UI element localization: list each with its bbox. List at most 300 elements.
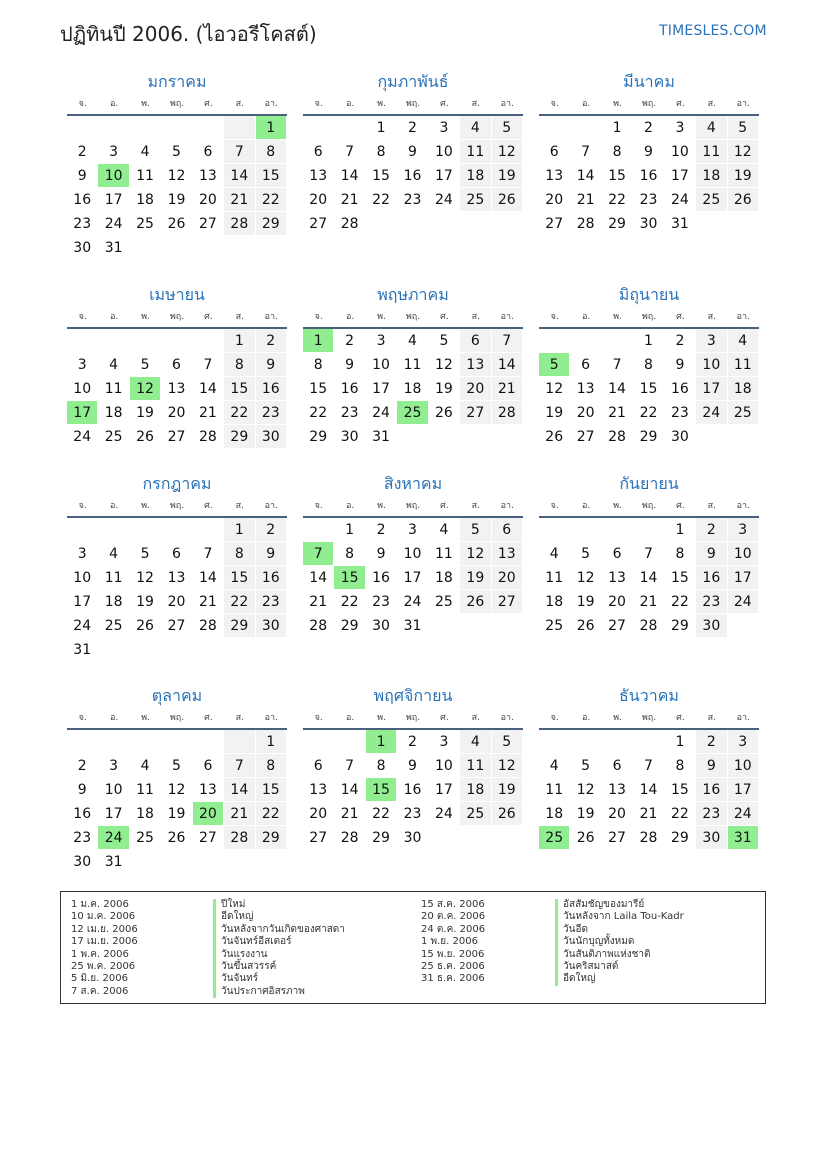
- day-cell: 2: [67, 754, 98, 778]
- day-cell: 4: [460, 730, 491, 754]
- day-cell: 19: [492, 164, 523, 188]
- day-cell: 17: [665, 164, 696, 188]
- day-cell: 13: [161, 377, 192, 401]
- day-cell: 12: [570, 566, 601, 590]
- weekday-label: ศ.: [676, 713, 685, 723]
- weekday-label: พฤ.: [641, 501, 657, 511]
- weekday-label: ส.: [471, 99, 480, 109]
- day-cell: 30: [256, 614, 287, 638]
- day-cell: 5: [161, 754, 192, 778]
- day-cell: 28: [633, 826, 664, 850]
- day-cell: 8: [334, 542, 365, 566]
- day-cell: 3: [98, 140, 129, 164]
- empty-cell: [633, 518, 664, 542]
- holiday-date: 12 เม.ย. 2006: [71, 923, 138, 935]
- day-cell: 8: [633, 353, 664, 377]
- day-cell: 7: [602, 353, 633, 377]
- day-cell: 13: [161, 566, 192, 590]
- day-cell: 28: [303, 614, 334, 638]
- day-cell: 25: [397, 401, 428, 425]
- day-cell: 12: [161, 778, 192, 802]
- weekday-label: อา.: [736, 501, 750, 511]
- empty-cell: [460, 826, 491, 850]
- day-cell: 23: [696, 802, 727, 826]
- day-cell: 14: [492, 353, 523, 377]
- weekday-label: อา.: [736, 99, 750, 109]
- weekday-label: อา.: [500, 713, 514, 723]
- holiday-name: วันนักบุญทั้งหมด: [555, 936, 684, 948]
- day-cell: 6: [460, 329, 491, 353]
- weekday-header: [303, 708, 523, 730]
- day-grid: [67, 116, 287, 260]
- day-cell: 19: [130, 590, 161, 614]
- weekday-label: จ.: [314, 501, 323, 511]
- holiday-date: 20 ต.ค. 2006: [421, 911, 486, 923]
- day-cell: 4: [98, 353, 129, 377]
- day-cell: 8: [366, 754, 397, 778]
- day-cell: 17: [728, 778, 759, 802]
- weekday-label: อ.: [109, 312, 119, 322]
- month-name: ธันวาคม: [619, 686, 679, 705]
- weekday-label: อา.: [264, 99, 278, 109]
- day-cell: 19: [539, 401, 570, 425]
- weekday-label: พฤ.: [169, 99, 185, 109]
- empty-cell: [366, 212, 397, 236]
- empty-cell: [98, 518, 129, 542]
- weekday-label: พฤ.: [405, 99, 421, 109]
- empty-cell: [728, 425, 759, 449]
- day-cell: 4: [130, 754, 161, 778]
- day-cell: 14: [303, 566, 334, 590]
- empty-cell: [460, 212, 491, 236]
- day-cell: 24: [98, 826, 129, 850]
- day-cell: 13: [539, 164, 570, 188]
- day-cell: 2: [366, 518, 397, 542]
- weekday-label: อ.: [581, 713, 591, 723]
- holiday-date: 5 มิ.ย. 2006: [71, 973, 128, 985]
- day-cell: 26: [130, 614, 161, 638]
- day-cell: 2: [334, 329, 365, 353]
- day-cell: 10: [98, 778, 129, 802]
- day-cell: 21: [224, 802, 255, 826]
- day-cell: 26: [429, 401, 460, 425]
- day-cell: 15: [224, 377, 255, 401]
- weekday-label: ส.: [707, 312, 716, 322]
- day-cell: 10: [696, 353, 727, 377]
- day-cell: 7: [224, 140, 255, 164]
- day-cell: 25: [98, 425, 129, 449]
- day-cell: 12: [130, 377, 161, 401]
- empty-cell: [193, 116, 224, 140]
- empty-cell: [460, 425, 491, 449]
- day-cell: 14: [224, 778, 255, 802]
- day-cell: 2: [397, 730, 428, 754]
- day-cell: 20: [303, 188, 334, 212]
- empty-cell: [161, 116, 192, 140]
- day-cell: 14: [224, 164, 255, 188]
- month-name: กันยายน: [619, 474, 679, 493]
- day-cell: 9: [256, 353, 287, 377]
- day-grid: [539, 518, 759, 638]
- day-cell: 30: [67, 236, 98, 260]
- month-calendar: [303, 472, 523, 638]
- day-cell: 29: [256, 826, 287, 850]
- day-cell: 3: [98, 754, 129, 778]
- weekday-label: พฤ.: [405, 312, 421, 322]
- day-cell: 24: [696, 401, 727, 425]
- day-cell: 22: [633, 401, 664, 425]
- day-cell: 14: [193, 377, 224, 401]
- month-name: กรกฎาคม: [142, 474, 212, 493]
- empty-cell: [67, 730, 98, 754]
- day-cell: 4: [429, 518, 460, 542]
- day-cell: 9: [397, 140, 428, 164]
- day-cell: 20: [460, 377, 491, 401]
- day-cell: 25: [539, 614, 570, 638]
- day-cell: 2: [665, 329, 696, 353]
- day-cell: 8: [256, 754, 287, 778]
- day-cell: 28: [602, 425, 633, 449]
- day-cell: 4: [728, 329, 759, 353]
- day-cell: 25: [460, 188, 491, 212]
- empty-cell: [98, 730, 129, 754]
- day-cell: 27: [539, 212, 570, 236]
- day-cell: 6: [602, 542, 633, 566]
- empty-cell: [602, 329, 633, 353]
- month-calendar: [67, 684, 287, 874]
- day-cell: 9: [256, 542, 287, 566]
- day-cell: 11: [130, 164, 161, 188]
- day-cell: 20: [193, 188, 224, 212]
- day-cell: 19: [130, 401, 161, 425]
- day-cell: 29: [633, 425, 664, 449]
- day-cell: 1: [303, 329, 334, 353]
- day-cell: 17: [696, 377, 727, 401]
- day-cell: 21: [633, 590, 664, 614]
- day-cell: 9: [696, 542, 727, 566]
- day-cell: 19: [570, 802, 601, 826]
- day-cell: 1: [366, 116, 397, 140]
- weekday-label: พ.: [377, 312, 386, 322]
- weekday-label: จ.: [550, 99, 559, 109]
- day-cell: 14: [633, 566, 664, 590]
- empty-cell: [193, 850, 224, 874]
- day-cell: 24: [728, 802, 759, 826]
- weekday-label: ศ.: [676, 501, 685, 511]
- day-cell: 23: [397, 188, 428, 212]
- empty-cell: [193, 518, 224, 542]
- day-cell: 19: [492, 778, 523, 802]
- day-cell: 2: [696, 730, 727, 754]
- day-cell: 7: [193, 353, 224, 377]
- empty-cell: [161, 518, 192, 542]
- day-cell: 11: [696, 140, 727, 164]
- day-grid: [303, 518, 523, 638]
- day-cell: 31: [366, 425, 397, 449]
- day-cell: 9: [397, 754, 428, 778]
- brand-link[interactable]: TIMESLES.COM: [659, 23, 767, 39]
- empty-cell: [224, 638, 255, 662]
- weekday-label: ศ.: [204, 99, 213, 109]
- day-cell: 7: [224, 754, 255, 778]
- weekday-label: จ.: [314, 312, 323, 322]
- empty-cell: [460, 614, 491, 638]
- day-cell: 27: [193, 212, 224, 236]
- day-cell: 13: [602, 778, 633, 802]
- day-cell: 1: [366, 730, 397, 754]
- day-cell: 30: [397, 826, 428, 850]
- day-cell: 10: [665, 140, 696, 164]
- weekday-header: [539, 496, 759, 518]
- weekday-label: พฤ.: [405, 713, 421, 723]
- day-cell: 16: [366, 566, 397, 590]
- weekday-label: จ.: [78, 713, 87, 723]
- day-cell: 24: [429, 188, 460, 212]
- day-cell: 14: [334, 164, 365, 188]
- day-cell: 10: [98, 164, 129, 188]
- weekday-label: พ.: [613, 312, 622, 322]
- holiday-name: วันหลังจาก Laila Tou-Kadr: [555, 911, 684, 923]
- weekday-label: ส.: [707, 713, 716, 723]
- day-cell: 8: [256, 140, 287, 164]
- day-cell: 27: [492, 590, 523, 614]
- day-cell: 20: [193, 802, 224, 826]
- empty-cell: [98, 116, 129, 140]
- day-cell: 1: [256, 116, 287, 140]
- day-cell: 22: [665, 802, 696, 826]
- holiday-date: 31 ธ.ค. 2006: [421, 973, 485, 985]
- day-cell: 18: [728, 377, 759, 401]
- day-cell: 26: [539, 425, 570, 449]
- day-cell: 13: [602, 566, 633, 590]
- day-cell: 30: [696, 614, 727, 638]
- day-cell: 3: [429, 116, 460, 140]
- day-cell: 5: [460, 518, 491, 542]
- day-cell: 18: [98, 401, 129, 425]
- weekday-label: พ.: [141, 713, 150, 723]
- day-cell: 18: [130, 188, 161, 212]
- day-cell: 11: [429, 542, 460, 566]
- weekday-label: พ.: [377, 99, 386, 109]
- day-cell: 3: [728, 730, 759, 754]
- month-name: พฤษภาคม: [377, 285, 449, 304]
- day-cell: 4: [98, 542, 129, 566]
- day-cell: 22: [366, 802, 397, 826]
- day-cell: 5: [130, 353, 161, 377]
- holiday-name: วันขึ้นสวรรค์: [213, 961, 345, 973]
- weekday-label: อ.: [581, 312, 591, 322]
- day-cell: 23: [67, 826, 98, 850]
- legend-names-col-2: [555, 899, 684, 986]
- day-cell: 6: [602, 754, 633, 778]
- day-cell: 8: [665, 754, 696, 778]
- day-cell: 27: [193, 826, 224, 850]
- holiday-name: วันประกาศอิสรภาพ: [213, 986, 345, 998]
- holiday-name: วันหลังจากวันเกิดของศาสดา: [213, 924, 345, 936]
- day-cell: 3: [696, 329, 727, 353]
- day-cell: 6: [161, 542, 192, 566]
- day-cell: 22: [602, 188, 633, 212]
- day-cell: 13: [492, 542, 523, 566]
- day-grid: [539, 730, 759, 850]
- day-cell: 20: [161, 401, 192, 425]
- day-cell: 10: [67, 566, 98, 590]
- day-cell: 24: [67, 425, 98, 449]
- day-cell: 16: [67, 188, 98, 212]
- day-cell: 15: [633, 377, 664, 401]
- day-cell: 24: [429, 802, 460, 826]
- month-calendar: [539, 684, 759, 850]
- day-cell: 14: [633, 778, 664, 802]
- day-cell: 28: [570, 212, 601, 236]
- empty-cell: [161, 730, 192, 754]
- holiday-name: อีดใหญ่: [555, 973, 684, 985]
- day-cell: 23: [334, 401, 365, 425]
- day-cell: 2: [67, 140, 98, 164]
- weekday-label: อา.: [500, 99, 514, 109]
- day-cell: 19: [570, 590, 601, 614]
- holiday-name: วันอีด: [555, 924, 684, 936]
- day-cell: 8: [303, 353, 334, 377]
- empty-cell: [397, 212, 428, 236]
- weekday-label: อา.: [264, 312, 278, 322]
- day-cell: 25: [728, 401, 759, 425]
- day-cell: 11: [539, 778, 570, 802]
- weekday-label: ศ.: [440, 501, 449, 511]
- day-cell: 23: [256, 590, 287, 614]
- day-cell: 9: [633, 140, 664, 164]
- day-cell: 21: [602, 401, 633, 425]
- day-grid: [303, 116, 523, 236]
- empty-cell: [161, 638, 192, 662]
- day-cell: 11: [130, 778, 161, 802]
- weekday-label: ศ.: [676, 99, 685, 109]
- empty-cell: [193, 638, 224, 662]
- day-cell: 10: [429, 140, 460, 164]
- weekday-label: จ.: [314, 99, 323, 109]
- empty-cell: [539, 329, 570, 353]
- day-cell: 10: [397, 542, 428, 566]
- day-grid: [539, 329, 759, 449]
- day-cell: 21: [224, 188, 255, 212]
- empty-cell: [224, 730, 255, 754]
- day-cell: 2: [256, 518, 287, 542]
- empty-cell: [161, 236, 192, 260]
- day-cell: 5: [570, 754, 601, 778]
- day-cell: 17: [98, 188, 129, 212]
- day-cell: 20: [492, 566, 523, 590]
- day-cell: 16: [334, 377, 365, 401]
- weekday-header: [539, 94, 759, 116]
- holiday-date: 15 ส.ค. 2006: [421, 899, 485, 910]
- weekday-label: อา.: [736, 312, 750, 322]
- day-cell: 22: [665, 590, 696, 614]
- month-calendar: [67, 283, 287, 449]
- weekday-label: จ.: [78, 99, 87, 109]
- empty-cell: [130, 116, 161, 140]
- day-cell: 6: [161, 353, 192, 377]
- day-cell: 17: [98, 802, 129, 826]
- day-cell: 15: [256, 778, 287, 802]
- day-cell: 15: [303, 377, 334, 401]
- holiday-date: 17 เม.ย. 2006: [71, 936, 138, 948]
- weekday-label: อ.: [109, 501, 119, 511]
- day-cell: 7: [303, 542, 334, 566]
- day-cell: 25: [130, 212, 161, 236]
- day-cell: 3: [67, 353, 98, 377]
- empty-cell: [492, 614, 523, 638]
- empty-cell: [193, 730, 224, 754]
- day-cell: 2: [256, 329, 287, 353]
- day-cell: 6: [303, 140, 334, 164]
- day-cell: 19: [460, 566, 491, 590]
- day-cell: 11: [397, 353, 428, 377]
- day-cell: 28: [334, 826, 365, 850]
- day-cell: 12: [492, 140, 523, 164]
- empty-cell: [224, 850, 255, 874]
- holiday-date: 7 ส.ค. 2006: [71, 985, 129, 997]
- empty-cell: [161, 329, 192, 353]
- empty-cell: [334, 730, 365, 754]
- day-cell: 31: [98, 236, 129, 260]
- day-grid: [67, 518, 287, 662]
- day-cell: 12: [161, 164, 192, 188]
- empty-cell: [98, 638, 129, 662]
- weekday-label: พฤ.: [169, 713, 185, 723]
- weekday-label: ส.: [471, 713, 480, 723]
- empty-cell: [570, 116, 601, 140]
- day-cell: 27: [303, 212, 334, 236]
- day-cell: 17: [366, 377, 397, 401]
- weekday-label: ศ.: [204, 501, 213, 511]
- day-cell: 17: [397, 566, 428, 590]
- month-calendar: [539, 472, 759, 638]
- legend-dates-col-2: [421, 899, 485, 986]
- day-cell: 1: [334, 518, 365, 542]
- month-name: เมษายน: [149, 285, 205, 304]
- month-calendar: [303, 684, 523, 850]
- month-calendar: [539, 283, 759, 449]
- empty-cell: [492, 826, 523, 850]
- weekday-header: [67, 496, 287, 518]
- day-cell: 4: [460, 116, 491, 140]
- day-cell: 8: [602, 140, 633, 164]
- day-cell: 21: [334, 188, 365, 212]
- empty-cell: [256, 638, 287, 662]
- weekday-label: อ.: [345, 713, 355, 723]
- day-cell: 25: [696, 188, 727, 212]
- day-cell: 31: [728, 826, 759, 850]
- empty-cell: [130, 236, 161, 260]
- day-cell: 28: [224, 826, 255, 850]
- day-cell: 13: [303, 164, 334, 188]
- day-cell: 7: [334, 754, 365, 778]
- day-cell: 21: [193, 590, 224, 614]
- day-cell: 12: [429, 353, 460, 377]
- weekday-label: อ.: [581, 501, 591, 511]
- day-cell: 30: [334, 425, 365, 449]
- empty-cell: [633, 730, 664, 754]
- weekday-label: พ.: [141, 99, 150, 109]
- weekday-label: อา.: [264, 501, 278, 511]
- day-cell: 15: [366, 778, 397, 802]
- day-cell: 5: [161, 140, 192, 164]
- day-cell: 16: [256, 566, 287, 590]
- empty-cell: [429, 212, 460, 236]
- day-cell: 29: [366, 826, 397, 850]
- day-cell: 8: [224, 542, 255, 566]
- empty-cell: [570, 730, 601, 754]
